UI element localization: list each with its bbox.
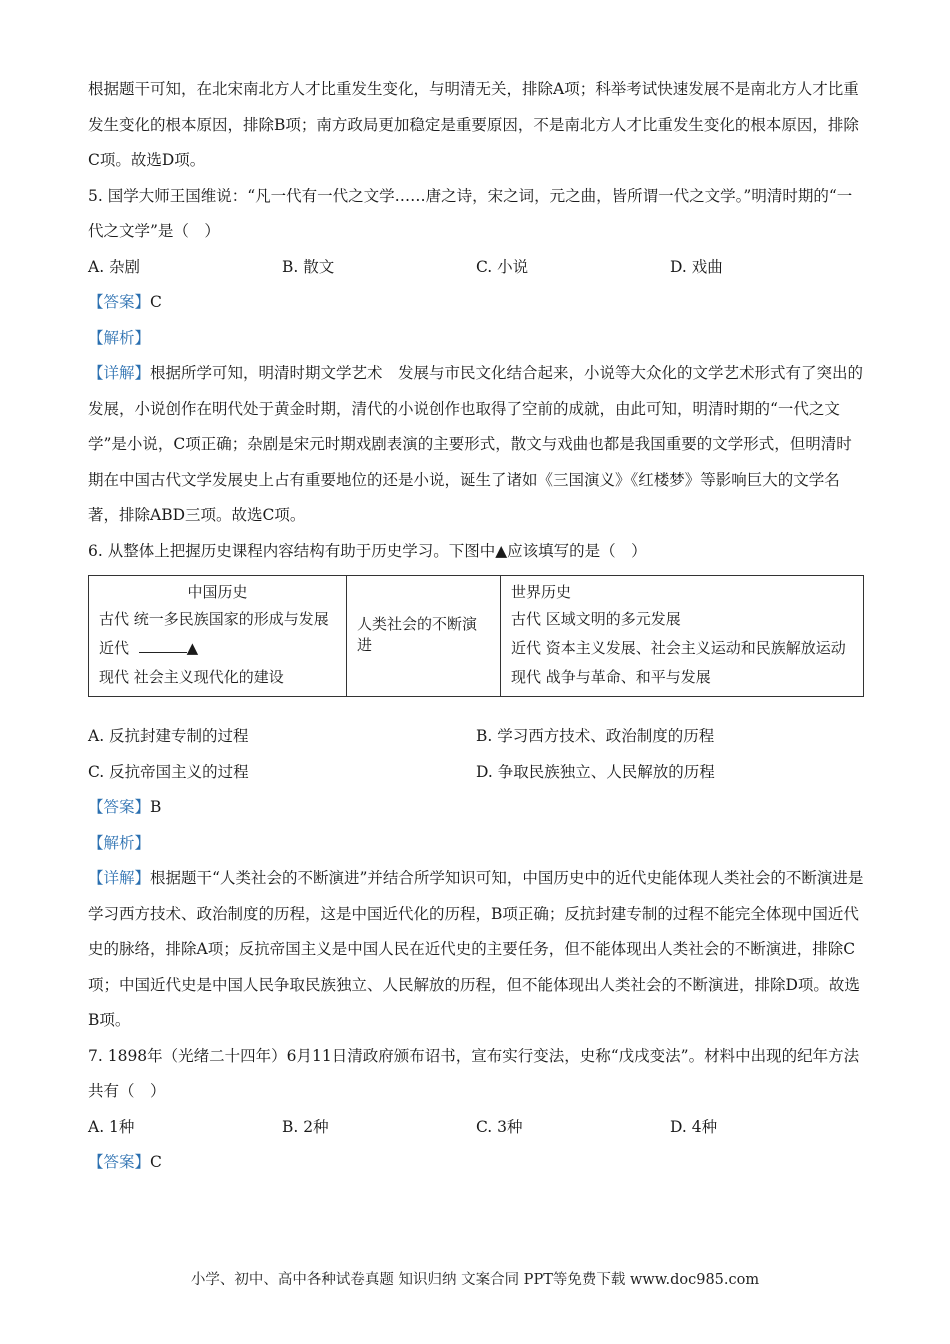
- q5-option-c: C. 小说: [476, 257, 529, 276]
- page-footer: 小学、初中、高中各种试卷真题 知识归纳 文案合同 PPT等免费下载 www.doc985.com: [190, 1272, 760, 1288]
- q6-option-d: D. 争取民族独立、人民解放的历程: [476, 762, 715, 781]
- q6-options-row1: [88, 719, 864, 755]
- analysis-label: 【解析】: [88, 328, 151, 347]
- answer-label: 【答案】: [88, 293, 151, 311]
- q5-option-a: A. 杂剧: [88, 257, 141, 276]
- q6-option-c: C. 反抗帝国主义的过程: [88, 762, 249, 781]
- q5-option-d: D. 戏曲: [670, 257, 723, 276]
- q5-stem: 5. 国学大师王国维说：“凡一代有一代之文学……唐之诗，宋之词，元之曲，皆所谓一代之文学。”明清时期的“一代之文学”是（ ）: [88, 186, 853, 240]
- china-ancient: 古代 统一多民族国家的形成与发展: [99, 610, 329, 628]
- document-page: [88, 72, 864, 1181]
- q7-option-b: B. 2种: [282, 1117, 329, 1136]
- world-history-title: 世界历史: [511, 583, 572, 601]
- answer-label: 【答案】: [88, 798, 151, 816]
- china-contemporary: 现代 社会主义现代化的建设: [99, 668, 284, 686]
- answer-label: 【答案】: [88, 1153, 151, 1171]
- q6-detail-text: 根据题干“人类社会的不断演进”并结合所学知识可知，中国历史中的近代史能体现人类社会的不断演进是学习西方技术、政治制度的历程，这是中国近代化的历程，B项正确；反抗封建专制的过程不能完全体现中国近代史的脉络，排除A项；反抗帝国主义是中国人民在近代史的主要任务，但不能体现出人类社会的不断演进，排除C项；中国近代史是中国人民争取民族独立、人民解放的历程，但不能体现出人类社会的不断演进，排除D项。故选B项。: [88, 869, 864, 1029]
- q5-analysis-label: [88, 321, 864, 357]
- q5-detail-text: 根据所学可知，明清时期文学艺术 发展与市民文化结合起来，小说等大众化的文学艺术形式有了突出的发展，小说创作在明代处于黄金时期，清代的小说创作也取得了空前的成就，由此可知，明清时期的“一代之文学”是小说，C项正确；杂剧是宋元时期戏剧表演的主要形式，散文与戏曲也都是我国重要的文学形式，但明清时期在中国古代文学发展史上占有重要地位的还是小说，诞生了诸如《三国演义》《红楼梦》等影响巨大的文学名著，排除ABD三项。故选C项。: [88, 364, 864, 524]
- q6-option-b: B. 学习西方技术、政治制度的历程: [476, 727, 715, 745]
- world-modern: 近代 资本主义发展、社会主义运动和民族解放运动: [511, 639, 846, 657]
- q6-answer: [88, 790, 864, 826]
- world-contemporary: 现代 战争与革命、和平与发展: [511, 668, 711, 686]
- human-society-cell: 人类社会的不断演进: [347, 576, 501, 697]
- world-ancient: 古代 区域文明的多元发展: [511, 610, 681, 628]
- china-modern: [99, 638, 336, 659]
- q6-structure-table: [88, 575, 864, 697]
- q7-options: [88, 1110, 864, 1146]
- q7-option-c: C. 3种: [476, 1117, 523, 1136]
- q5-answer: [88, 285, 864, 321]
- china-modern-label: 近代: [99, 639, 130, 657]
- blank-line: [139, 638, 187, 653]
- q6-stem: 6. 从整体上把握历史课程内容结构有助于历史学习。下图中▲应该填写的是（ ）: [88, 541, 647, 560]
- q5-options: [88, 250, 864, 286]
- detail-label: 【详解】: [88, 364, 151, 382]
- q5-option-b: B. 散文: [282, 257, 335, 276]
- detail-label: 【详解】: [88, 869, 151, 887]
- analysis-label: 【解析】: [88, 833, 151, 852]
- q4-analysis-text: 根据题干可知，在北宋南北方人才比重发生变化，与明清无关，排除A项；科举考试快速发展不是南北方人才比重发生变化的根本原因，排除B项；南方政局更加稳定是重要原因，不是南北方人才比重发生变化的根本原因，排除C项。故选D项。: [88, 80, 859, 169]
- china-history-title: 中国历史: [187, 583, 248, 601]
- q5-detail: [88, 356, 864, 534]
- world-history-cell: [501, 576, 864, 697]
- q6-detail: [88, 861, 864, 1039]
- q7-answer: [88, 1145, 864, 1181]
- q7-option-a: A. 1种: [88, 1117, 135, 1136]
- q5-answer-value: C: [150, 293, 162, 311]
- china-history-cell: [89, 576, 347, 697]
- q6-option-a: A. 反抗封建专制的过程: [88, 727, 249, 745]
- q7-answer-value: C: [150, 1153, 162, 1171]
- q6-analysis-label: [88, 826, 864, 862]
- q6-answer-value: B: [150, 798, 162, 816]
- q7-stem: 7. 1898年（光绪二十四年）6月11日清政府颁布诏书，宣布实行变法，史称“戊戌变法”。材料中出现的纪年方法共有（ ）: [88, 1046, 860, 1100]
- q7-option-d: D. 4种: [670, 1117, 718, 1136]
- triangle-mark: ▲: [186, 639, 199, 657]
- q6-options-row2: [88, 755, 864, 791]
